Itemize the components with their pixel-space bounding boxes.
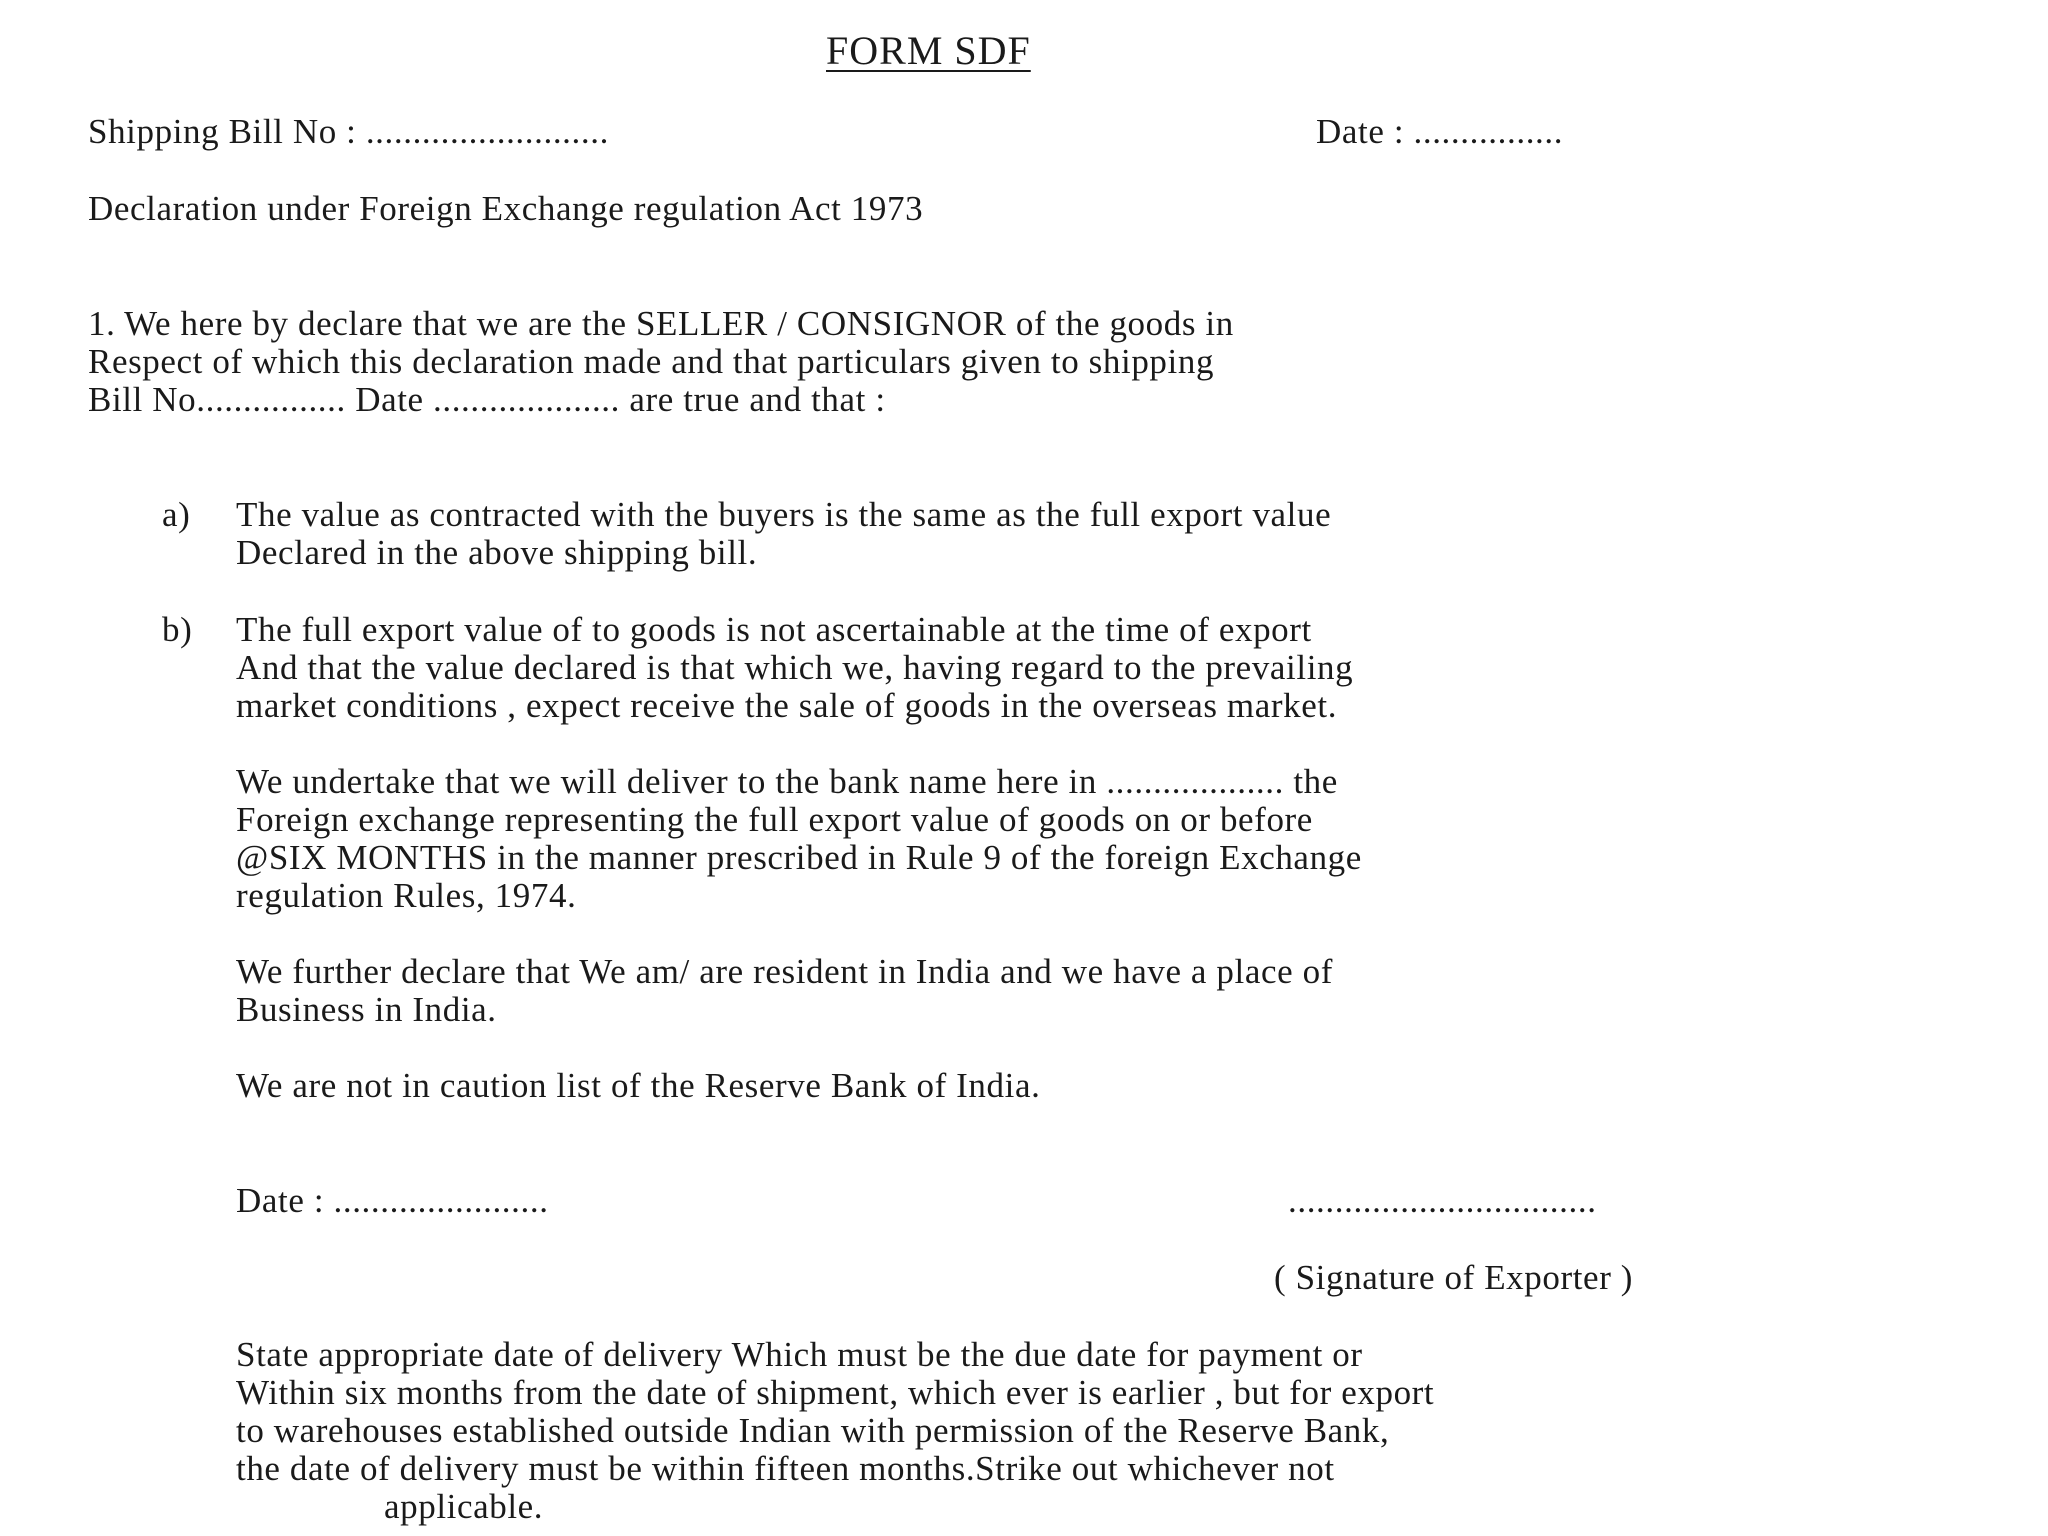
item-a-marker: a) — [162, 495, 191, 534]
signature-caption: ( Signature of Exporter ) — [1274, 1258, 1634, 1297]
form-title: FORM SDF — [826, 28, 1031, 73]
header-date-field: Date : ................ — [1316, 112, 1564, 151]
delivery-note-last-line: applicable. — [384, 1487, 544, 1526]
item-b-line: The full export value of to goods is not ascertainable at the time of export — [236, 610, 1312, 649]
item-b-text — [236, 611, 1353, 725]
item-a-line: The value as contracted with the buyers is the same as the full export value — [236, 495, 1332, 534]
footer-date-field: Date : ....................... — [236, 1181, 549, 1220]
residency-line: Business in India. — [236, 990, 497, 1029]
item-a-line: Declared in the above shipping bill. — [236, 533, 758, 572]
shipping-bill-number-field: Shipping Bill No : .......................... — [88, 112, 609, 151]
undertaking-line: Foreign exchange representing the full export value of goods on or before — [236, 800, 1313, 839]
declaration-heading: Declaration under Foreign Exchange regulation Act 1973 — [88, 189, 924, 228]
item-a-text — [236, 496, 1331, 572]
residency-paragraph — [236, 953, 1333, 1029]
item-b-marker: b) — [162, 610, 193, 649]
item-b-line: And that the value declared is that which we, having regard to the prevailing — [236, 648, 1354, 687]
item-b-line: market conditions , expect receive the sale of goods in the overseas market. — [236, 686, 1338, 725]
delivery-note-line: Within six months from the date of shipment, which ever is earlier , but for export — [236, 1373, 1435, 1412]
caution-list-statement: We are not in caution list of the Reserve Bank of India. — [236, 1066, 1041, 1105]
clause-1-line: Bill No................ Date .................... are true and that : — [88, 380, 886, 419]
delivery-note-line: to warehouses established outside Indian with permission of the Reserve Bank, — [236, 1411, 1390, 1450]
delivery-note — [236, 1336, 1434, 1488]
undertaking-paragraph — [236, 763, 1362, 915]
delivery-note-line: State appropriate date of delivery Which must be the due date for payment or — [236, 1335, 1363, 1374]
clause-1-line: 1. We here by declare that we are the SELLER / CONSIGNOR of the goods in — [88, 304, 1234, 343]
undertaking-line: @SIX MONTHS in the manner prescribed in Rule 9 of the foreign Exchange — [236, 838, 1362, 877]
residency-line: We further declare that We am/ are resident in India and we have a place of — [236, 952, 1333, 991]
clause-1-line: Respect of which this declaration made and that particulars given to shipping — [88, 342, 1215, 381]
undertaking-line: regulation Rules, 1974. — [236, 876, 577, 915]
clause-1 — [88, 305, 1234, 419]
undertaking-line: We undertake that we will deliver to the bank name here in ................... the — [236, 762, 1338, 801]
delivery-note-line: the date of delivery must be within fifteen months.Strike out whichever not — [236, 1449, 1335, 1488]
signature-line: ................................. — [1288, 1181, 1597, 1220]
